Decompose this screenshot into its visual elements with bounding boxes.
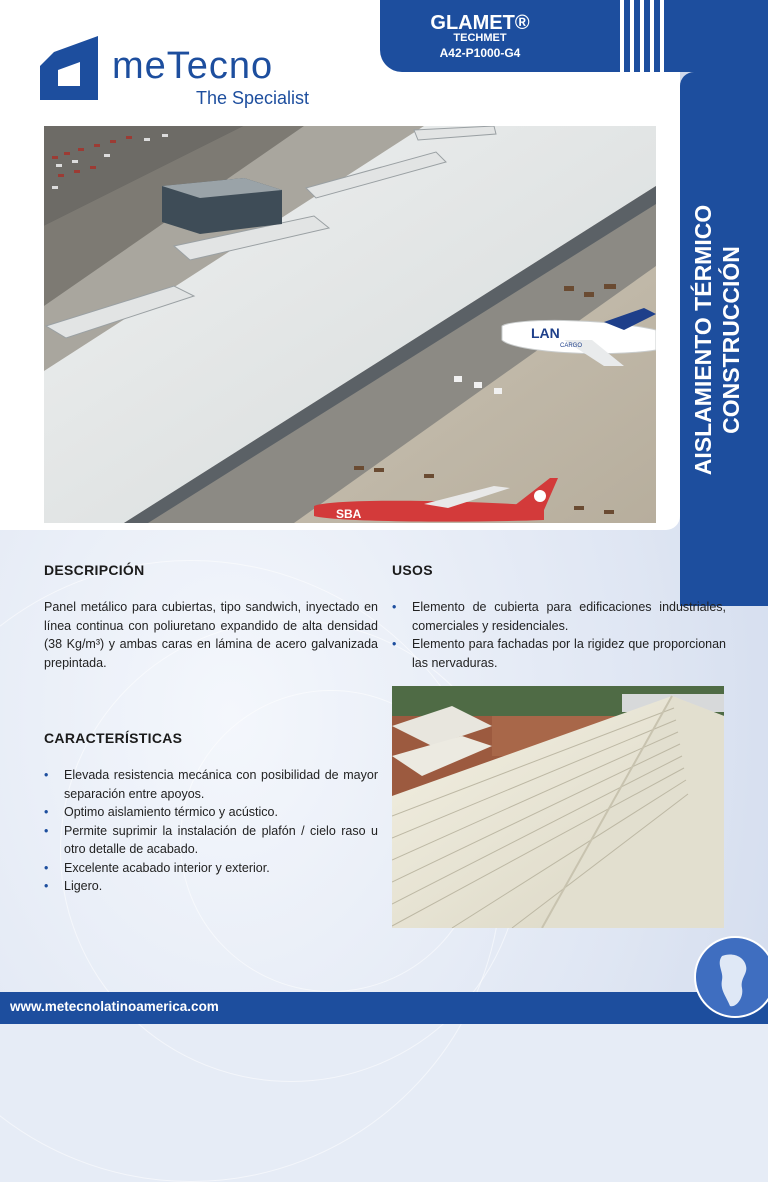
airport-illustration [44,126,656,523]
list-item: • Elemento para fachadas por la rigidez que proporcionan las nervaduras. [392,637,726,670]
list-item: • Ligero. [44,877,378,896]
product-tab [380,0,620,72]
bullet-icon: • [392,637,397,651]
brand-tagline: The Specialist [196,88,310,108]
footer-website-link[interactable]: www.metecnolatinoamerica.com [10,999,219,1014]
list-item: • Excelente acabado interior y exterior. [44,859,378,878]
lan-label: LAN [531,325,560,341]
product-name: GLAMET® [430,12,530,34]
list-item: • Permite suprimir la instalación de plafón / cielo raso u otro detalle de acabado. [44,823,378,856]
side-banner-line1: AISLAMIENTO TÉRMICO [690,204,716,476]
header-stripe [644,0,650,72]
bullet-icon: • [392,600,397,614]
usos-list [392,598,726,672]
side-banner-text [689,60,759,620]
product-line: TECHMET [453,32,507,44]
roof-illustration [392,686,724,928]
lan-sublabel: CARGO [560,343,583,349]
globe-icon [692,934,768,1020]
bullet-icon: • [44,860,49,875]
list-item: • Elevada resistencia mecánica con posibilidad de mayor separación entre apoyos. [44,768,378,801]
product-code: A42-P1000-G4 [439,46,521,60]
header-stripe [654,0,660,72]
roof-panel-photo [392,686,724,928]
brand-name: meTecno [112,45,274,87]
brand-logo[interactable] [40,36,330,108]
metecno-mark-icon [40,36,104,100]
header-stripe [634,0,640,72]
bullet-icon: • [44,805,49,819]
descripcion-text: Panel metálico para cubiertas, tipo sandwich, inyectado en línea continua con poliuretano expandido de alta densidad (38 Kg/m³) y ambas caras en lámina de acero galvanizada prepintada. [44,600,378,670]
side-banner-line2: CONSTRUCCIÓN [718,246,744,434]
sba-label: SBA [336,507,362,521]
bullet-icon: • [44,879,49,893]
section-title-usos: USOS [392,562,433,578]
section-title-caracteristicas: CARACTERÍSTICAS [44,730,183,746]
list-item: • Elemento de cubierta para edificaciones industriales, comerciales y residenciales. [392,600,726,633]
hero-airport-image [44,126,656,523]
section-title-descripcion: DESCRIPCIÓN [44,562,145,578]
list-item: • Optimo aislamiento térmico y acústico. [44,803,378,822]
bullet-icon: • [44,823,49,838]
bullet-icon: • [44,768,49,782]
caracteristicas-list [44,766,378,896]
header-stripe [624,0,630,72]
